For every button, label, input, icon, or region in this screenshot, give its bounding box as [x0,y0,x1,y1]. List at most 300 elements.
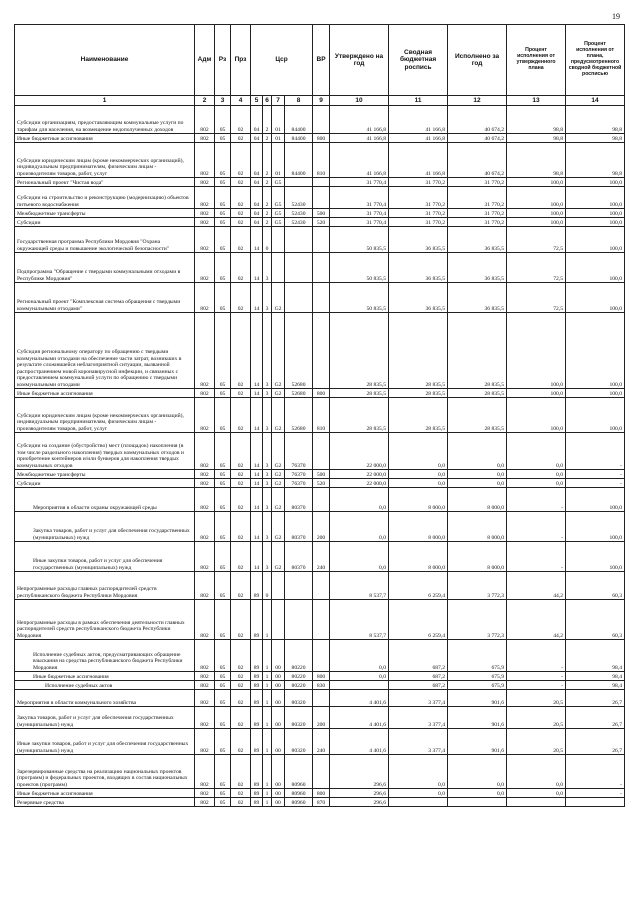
cell-percent-approved [507,798,566,807]
cell-csr-project: G2 [272,470,285,479]
cell-prz: 02 [231,690,251,707]
cell-percent-summary: 98,4 [566,681,625,690]
column-index: 6 [263,96,272,106]
cell-prz: 02 [231,479,251,488]
cell-percent-summary: 98,4 [566,640,625,672]
column-index: 3 [215,96,231,106]
cell-rz: 05 [215,479,231,488]
cell-csr-program: 14 [251,488,263,512]
table-row [15,178,625,187]
cell-csr-subprogram: 1 [263,640,272,672]
cell-prz: 02 [231,209,251,218]
cell-approved: 296,6 [330,798,389,807]
cell-csr-program: 14 [251,253,263,283]
cell-percent-summary: - [566,755,625,789]
cell-csr-direction: 80370 [285,512,313,542]
cell-rz: 05 [215,398,231,433]
cell-approved: 41 166,8 [330,134,389,143]
cell-csr-subprogram: 3 [263,283,272,313]
table-row [15,755,625,789]
cell-adm: 802 [195,600,215,640]
cell-csr-project: G2 [272,389,285,398]
cell-executed: 31 770,2 [448,178,507,187]
cell-csr-project: 00 [272,798,285,807]
cell-csr-program: 04 [251,187,263,209]
cell-vr: 200 [313,512,330,542]
cell-approved: 50 835,5 [330,253,389,283]
cell-vr [313,227,330,253]
cell-percent-summary: 100,0 [566,178,625,187]
cell-vr [313,690,330,707]
cell-csr-program: 14 [251,313,263,389]
cell-percent-approved: - [507,640,566,672]
cell-vr [313,488,330,512]
cell-csr-direction: 52430 [285,209,313,218]
cell-approved: 28 835,5 [330,313,389,389]
cell-prz: 02 [231,755,251,789]
cell-prz: 02 [231,672,251,681]
cell-approved: 0,0 [330,672,389,681]
cell-csr-program: 89 [251,600,263,640]
cell-approved: 0,0 [330,488,389,512]
cell-csr-program: 14 [251,283,263,313]
cell-percent-summary: 26,7 [566,707,625,729]
table-row [15,690,625,707]
cell-vr: 810 [313,398,330,433]
cell-csr-direction [285,253,313,283]
cell-prz: 02 [231,789,251,798]
cell-adm: 802 [195,313,215,389]
cell-csr-subprogram: 1 [263,681,272,690]
cell-adm: 802 [195,218,215,227]
cell-executed: 675,9 [448,681,507,690]
cell-rz: 05 [215,755,231,789]
cell-csr-program: 14 [251,479,263,488]
cell-executed: 901,6 [448,707,507,729]
cell-executed: 28 835,5 [448,389,507,398]
cell-percent-approved: 0,0 [507,479,566,488]
header-percent-summary: Процент исполнения от плана, предусмотренного сводной бюджетной росписью [566,25,625,96]
cell-summary-list: 31 770,2 [389,187,448,209]
table-row [15,209,625,218]
cell-csr-subprogram: 1 [263,729,272,755]
cell-csr-direction: 76370 [285,479,313,488]
cell-name: Исполнение судебных актов, предусматривающих обращение взыскания на средства республиканского бюджета Республики Мордовия [15,640,195,672]
cell-csr-subprogram: 0 [263,572,272,600]
cell-percent-summary [566,798,625,807]
cell-csr-subprogram: 3 [263,398,272,433]
cell-vr: 200 [313,707,330,729]
column-index: 4 [231,96,251,106]
cell-rz: 05 [215,729,231,755]
cell-name: Закупка товаров, работ и услуг для обеспечения государственных (муниципальных) нужд [15,512,195,542]
cell-summary-list: 41 166,8 [389,143,448,178]
cell-prz: 02 [231,433,251,470]
cell-percent-approved: 100,0 [507,389,566,398]
cell-csr-direction: 84400 [285,143,313,178]
cell-executed: 31 770,2 [448,218,507,227]
cell-adm: 802 [195,209,215,218]
cell-summary-list: 687,2 [389,672,448,681]
cell-rz: 05 [215,389,231,398]
cell-percent-summary: - [566,470,625,479]
cell-csr-project: 01 [272,134,285,143]
cell-vr: 800 [313,389,330,398]
cell-csr-program: 14 [251,542,263,572]
cell-executed: 0,0 [448,789,507,798]
column-index: 10 [330,96,389,106]
cell-summary-list [389,798,448,807]
cell-rz: 05 [215,433,231,470]
cell-name: Мероприятия в области коммунального хозяйства [15,690,195,707]
cell-executed: 0,0 [448,479,507,488]
cell-executed: 0,0 [448,755,507,789]
cell-prz: 02 [231,253,251,283]
cell-adm: 802 [195,283,215,313]
cell-prz: 02 [231,640,251,672]
cell-executed: 8 000,0 [448,542,507,572]
cell-adm: 802 [195,572,215,600]
cell-csr-project: G2 [272,313,285,389]
cell-rz: 05 [215,512,231,542]
cell-executed: 3 772,3 [448,600,507,640]
cell-adm: 802 [195,398,215,433]
cell-approved: 0,0 [330,542,389,572]
cell-name: Иные бюджетные ассигнования [15,389,195,398]
cell-rz: 05 [215,672,231,681]
cell-csr-direction: 52430 [285,218,313,227]
cell-csr-direction [285,178,313,187]
cell-approved: 0,0 [330,512,389,542]
cell-summary-list: 36 835,5 [389,253,448,283]
cell-csr-project: G2 [272,488,285,512]
cell-prz: 02 [231,729,251,755]
cell-csr-program: 89 [251,690,263,707]
cell-prz: 02 [231,542,251,572]
cell-executed: 901,6 [448,729,507,755]
cell-name: Иные закупки товаров, работ и услуг для обеспечения государственных (муниципальных) нужд [15,729,195,755]
cell-name: Субсидии юридическим лицам (кроме некоммерческих организаций), индивидуальным предпринимателям, физическим лицам - производителям товаров, работ, услуг [15,398,195,433]
cell-rz: 05 [215,283,231,313]
cell-name: Межбюджетные трансферты [15,209,195,218]
cell-csr-direction: 52680 [285,389,313,398]
cell-rz: 05 [215,187,231,209]
cell-summary-list: 8 000,0 [389,512,448,542]
cell-name: Субсидии [15,218,195,227]
cell-percent-approved: 100,0 [507,178,566,187]
cell-csr-direction: 80960 [285,789,313,798]
cell-csr-direction: 80960 [285,755,313,789]
cell-prz: 02 [231,389,251,398]
cell-percent-approved: 72,5 [507,227,566,253]
cell-summary-list: 28 835,5 [389,313,448,389]
cell-csr-project: 00 [272,690,285,707]
cell-csr-project: G5 [272,218,285,227]
cell-name: Непрограммные расходы главных распорядителей средств республиканского бюджета Республики Мордовия [15,572,195,600]
cell-name: Межбюджетные трансферты [15,470,195,479]
cell-prz: 02 [231,488,251,512]
cell-prz: 02 [231,106,251,134]
cell-summary-list: 3 377,4 [389,690,448,707]
cell-summary-list: 6 259,4 [389,600,448,640]
cell-summary-list: 8 000,0 [389,488,448,512]
cell-rz: 05 [215,178,231,187]
column-index: 13 [507,96,566,106]
cell-csr-program: 89 [251,789,263,798]
cell-vr [313,600,330,640]
cell-csr-project: 01 [272,143,285,178]
cell-summary-list: 36 835,5 [389,283,448,313]
header-executed: Исполнено за год [448,25,507,96]
cell-csr-project: G5 [272,178,285,187]
cell-percent-approved: - [507,542,566,572]
cell-percent-summary: 98,8 [566,134,625,143]
cell-approved: 50 835,5 [330,227,389,253]
cell-approved: 22 000,0 [330,433,389,470]
cell-approved: 4 401,6 [330,707,389,729]
cell-name: Субсидии организациям, предоставляющим коммунальные услуги по тарифам для населения, на возмещение недополученных доходов [15,106,195,134]
cell-rz: 05 [215,600,231,640]
cell-vr [313,755,330,789]
cell-csr-program: 89 [251,640,263,672]
cell-csr-project [272,600,285,640]
cell-approved: 41 166,8 [330,143,389,178]
cell-rz: 05 [215,106,231,134]
cell-csr-subprogram: 1 [263,690,272,707]
cell-approved: 8 537,7 [330,600,389,640]
cell-percent-approved: 0,0 [507,755,566,789]
cell-vr [313,178,330,187]
cell-csr-subprogram: 3 [263,389,272,398]
cell-csr-subprogram: 1 [263,600,272,640]
cell-csr-project: 00 [272,681,285,690]
cell-rz: 05 [215,798,231,807]
cell-csr-subprogram: 3 [263,253,272,283]
cell-csr-program: 89 [251,572,263,600]
cell-executed: 0,0 [448,470,507,479]
header-row [15,25,625,96]
cell-vr: 240 [313,542,330,572]
header-adm: Адм [195,25,215,96]
cell-csr-subprogram: 3 [263,488,272,512]
cell-percent-summary: 100,0 [566,218,625,227]
column-index: 1 [15,96,195,106]
cell-executed: 28 835,5 [448,398,507,433]
cell-csr-program: 04 [251,106,263,134]
cell-csr-subprogram: 2 [263,209,272,218]
cell-percent-approved: 20,5 [507,690,566,707]
cell-percent-summary: - [566,479,625,488]
cell-percent-approved: 0,0 [507,470,566,479]
cell-csr-project [272,572,285,600]
cell-approved: 28 835,5 [330,389,389,398]
cell-csr-project: 00 [272,789,285,798]
cell-rz: 05 [215,572,231,600]
cell-rz: 05 [215,218,231,227]
cell-name: Иные бюджетные ассигнования [15,134,195,143]
cell-approved: 31 770,4 [330,209,389,218]
cell-percent-approved: 100,0 [507,187,566,209]
header-percent-approved: Процент исполнения от утвержденного плана [507,25,566,96]
cell-csr-subprogram: 1 [263,707,272,729]
cell-percent-summary: 26,7 [566,690,625,707]
cell-percent-approved: 20,5 [507,729,566,755]
cell-percent-approved: 98,8 [507,106,566,134]
cell-csr-project [272,253,285,283]
cell-summary-list: 28 835,5 [389,389,448,398]
cell-csr-direction [285,227,313,253]
cell-vr: 830 [313,681,330,690]
column-index: 5 [251,96,263,106]
cell-vr [313,253,330,283]
cell-vr [313,572,330,600]
cell-csr-program: 89 [251,707,263,729]
cell-csr-project: G2 [272,542,285,572]
cell-percent-summary: - [566,789,625,798]
cell-csr-direction: 76370 [285,433,313,470]
cell-csr-project [272,227,285,253]
cell-prz: 02 [231,313,251,389]
cell-csr-direction: 84400 [285,106,313,134]
table-row [15,572,625,600]
cell-approved: 31 770,4 [330,218,389,227]
column-index: 2 [195,96,215,106]
cell-name: Зарезервированные средства на реализацию национальных проектов (программ) и федеральных проектов, входящих в состав национальных проектов (программ) [15,755,195,789]
cell-csr-direction: 52680 [285,398,313,433]
table-row [15,542,625,572]
cell-summary-list: 31 770,2 [389,209,448,218]
cell-adm: 802 [195,512,215,542]
cell-csr-subprogram: 2 [263,106,272,134]
cell-name: Подпрограмма "Обращение с твердыми коммунальными отходами в Республике Мордовия" [15,253,195,283]
cell-prz: 02 [231,178,251,187]
cell-prz: 02 [231,600,251,640]
cell-percent-summary: 100,0 [566,398,625,433]
table-row [15,640,625,672]
cell-summary-list: 41 166,8 [389,134,448,143]
cell-rz: 05 [215,134,231,143]
cell-csr-subprogram: 2 [263,218,272,227]
table-row [15,600,625,640]
cell-executed: 31 770,2 [448,187,507,209]
cell-adm: 802 [195,729,215,755]
cell-percent-summary: 100,0 [566,283,625,313]
cell-rz: 05 [215,470,231,479]
budget-execution-table [14,24,625,807]
cell-adm: 802 [195,227,215,253]
cell-name: Региональный проект "Комплексная система обращения с твердыми коммунальными отходами" [15,283,195,313]
cell-executed: 8 000,0 [448,512,507,542]
cell-adm: 802 [195,470,215,479]
cell-csr-direction: 52680 [285,313,313,389]
cell-csr-direction: 80370 [285,542,313,572]
cell-summary-list: 687,2 [389,640,448,672]
cell-vr: 800 [313,134,330,143]
cell-name: Субсидии [15,479,195,488]
cell-executed: 36 835,5 [448,227,507,253]
cell-name: Государственная программа Республики Мордовия "Охрана окружающей среды и повышение экологической безопасности" [15,227,195,253]
cell-percent-summary: 98,8 [566,143,625,178]
cell-adm: 802 [195,690,215,707]
cell-percent-approved: 98,8 [507,143,566,178]
cell-executed: 36 835,5 [448,253,507,283]
cell-summary-list: 687,2 [389,681,448,690]
cell-csr-subprogram: 2 [263,178,272,187]
cell-executed: 0,0 [448,433,507,470]
cell-percent-approved: 100,0 [507,398,566,433]
cell-rz: 05 [215,143,231,178]
cell-csr-program: 14 [251,470,263,479]
cell-percent-approved: 0,0 [507,789,566,798]
cell-executed: 36 835,5 [448,283,507,313]
cell-percent-summary: 100,0 [566,209,625,218]
cell-percent-summary: 100,0 [566,488,625,512]
cell-percent-summary: 100,0 [566,512,625,542]
table-row [15,134,625,143]
cell-percent-approved: 44,2 [507,600,566,640]
cell-approved: 22 000,0 [330,470,389,479]
cell-csr-subprogram: 3 [263,479,272,488]
cell-summary-list: 0,0 [389,433,448,470]
cell-csr-direction: 52430 [285,187,313,209]
cell-prz: 02 [231,218,251,227]
cell-name: Иные закупки товаров, работ и услуг для обеспечения государственных (муниципальных) нужд [15,542,195,572]
cell-csr-subprogram: 2 [263,187,272,209]
cell-percent-summary: 100,0 [566,227,625,253]
cell-name: Резервные средства [15,798,195,807]
cell-csr-subprogram: 1 [263,672,272,681]
cell-vr: 520 [313,218,330,227]
table-row [15,729,625,755]
column-index: 11 [389,96,448,106]
cell-prz: 02 [231,227,251,253]
cell-prz: 02 [231,470,251,479]
cell-percent-approved: - [507,681,566,690]
cell-prz: 02 [231,134,251,143]
cell-vr [313,283,330,313]
cell-csr-direction: 84400 [285,134,313,143]
column-index: 14 [566,96,625,106]
table-row [15,681,625,690]
cell-approved: 296,6 [330,755,389,789]
cell-adm: 802 [195,134,215,143]
cell-vr: 520 [313,479,330,488]
cell-approved: 0,0 [330,640,389,672]
cell-adm: 802 [195,798,215,807]
cell-csr-program: 14 [251,433,263,470]
cell-csr-direction: 80220 [285,681,313,690]
cell-name: Мероприятия в области охраны окружающей среды [15,488,195,512]
cell-percent-summary: 100,0 [566,187,625,209]
cell-executed: 3 772,3 [448,572,507,600]
cell-rz: 05 [215,253,231,283]
cell-csr-subprogram: 2 [263,143,272,178]
cell-adm: 802 [195,640,215,672]
cell-rz: 05 [215,707,231,729]
cell-vr: 810 [313,143,330,178]
cell-adm: 802 [195,187,215,209]
cell-csr-project: G5 [272,209,285,218]
cell-percent-approved: 20,5 [507,707,566,729]
cell-percent-summary: 60,3 [566,572,625,600]
cell-csr-direction: 80370 [285,488,313,512]
cell-vr: 500 [313,470,330,479]
cell-prz: 02 [231,707,251,729]
cell-prz: 02 [231,283,251,313]
cell-csr-project: G2 [272,398,285,433]
cell-prz: 02 [231,187,251,209]
cell-percent-approved: - [507,672,566,681]
